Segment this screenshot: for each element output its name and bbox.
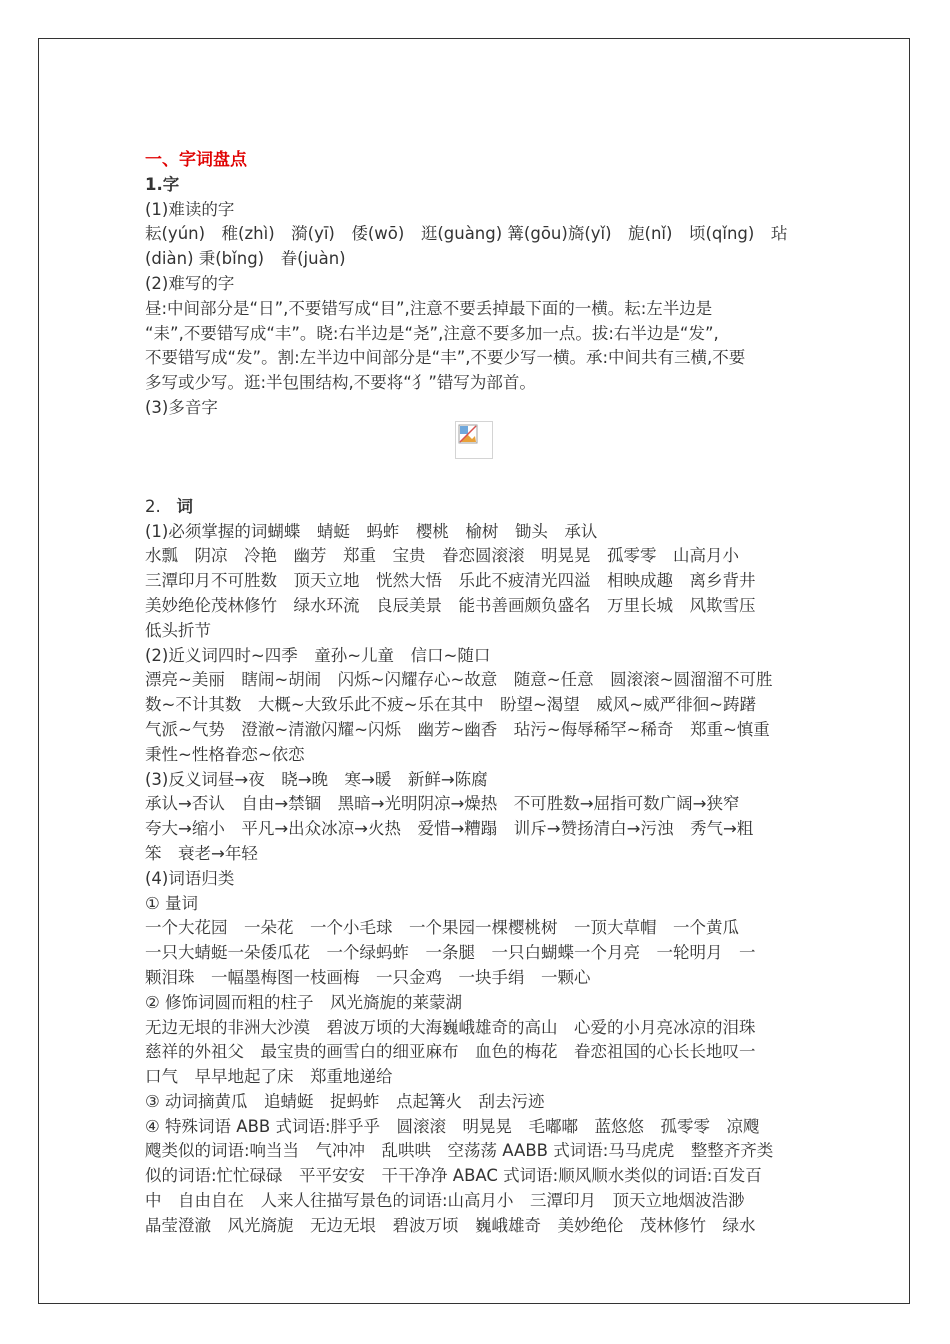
- text-line: 夸大→缩小 平凡→出众冰凉→火热 爱惜→糟蹋 训斥→赞扬清白→污浊 秀气→粗: [145, 819, 754, 839]
- text-line: 水瓢 阴凉 冷艳 幽芳 郑重 宝贵 眷恋圆滚滚 明晃晃 孤零零 山高月小: [145, 546, 739, 566]
- text-line: 无边无垠的非洲大沙漠 碧波万顷的大海巍峨雄奇的高山 心爱的小月亮冰凉的泪珠: [145, 1017, 756, 1037]
- text-line: 数~不计其数 大概~大致乐此不疲~乐在其中 盼望~渴望 威风~威严徘徊~踌躇: [145, 695, 756, 715]
- text-line: ④ 特殊词语 ABB 式词语:胖乎乎 圆滚滚 明晃晃 毛嘟嘟 蓝悠悠 孤零零 凉飕: [145, 1116, 760, 1136]
- text-line: 颗泪珠 一幅墨梅图一枝画梅 一只金鸡 一块手绢 一颗心: [145, 967, 591, 987]
- text-line: ② 修饰词圆而粗的柱子 风光旖旎的莱蒙湖: [145, 992, 463, 1012]
- words-section: [145, 520, 810, 1239]
- text-line: 晶莹澄澈 风光旖旎 无边无垠 碧波万顷 巍峨雄奇 美妙绝伦 茂林修竹 绿水: [145, 1215, 756, 1235]
- text-line: (3)反义词昼→夜 晓→晚 寒→暖 新鲜→陈腐: [145, 769, 488, 789]
- section-title: 一、字词盘点: [145, 150, 247, 170]
- text-line: 昼:中间部分是“日”,不要错写成“目”,注意不要丢掉最下面的一横。耘:左半边是: [145, 298, 713, 318]
- text-line: 气派~气势 澄澈~清澈闪耀~闪烁 幽芳~幽香 玷污~侮辱稀罕~稀奇 郑重~慎重: [145, 719, 770, 739]
- text-line: (diàn) 秉(bǐng) 眷(juàn): [145, 249, 346, 269]
- document-body: [145, 148, 810, 1239]
- text-line: (4)词语归类: [145, 868, 235, 888]
- text-line: “耒”,不要错写成“丰”。晓:右半边是“尧”,注意不要多加一点。拔:右半边是“发”,: [145, 323, 719, 343]
- text-line: ③ 动词摘黄瓜 追蜻蜓 捉蚂蚱 点起篝火 刮去污迹: [145, 1091, 545, 1111]
- text-line: 耘(yún) 稚(zhì) 漪(yī) 倭(wō) 逛(guàng) 篝(gōu)旖(yǐ) 旎(nǐ) 顷(qǐng) 玷: [145, 224, 788, 244]
- broken-image-icon: [455, 421, 493, 459]
- text-line: (3)多音字: [145, 397, 218, 417]
- text-line: 一只大蜻蜓一朵倭瓜花 一个绿蚂蚱 一条腿 一只白蝴蝶一个月亮 一轮明月 一: [145, 943, 756, 963]
- text-line: 笨 衰老→年轻: [145, 843, 258, 863]
- text-line: ① 量词: [145, 893, 199, 913]
- subheading-number: 2.: [145, 496, 161, 516]
- text-line: (1)必须掌握的词蝴蝶 蜻蜓 蚂蚱 樱桃 榆树 锄头 承认: [145, 521, 598, 541]
- text-line: 美妙绝伦茂林修竹 绿水环流 良辰美景 能书善画颇负盛名 万里长城 风欺雪压: [145, 595, 756, 615]
- characters-section: [145, 198, 810, 421]
- subheading-characters: 1.字: [145, 174, 180, 194]
- text-line: 不要错写成“发”。割:左半边中间部分是“丰”,不要少写一横。承:中间共有三横,不要: [145, 348, 746, 368]
- text-line: 飕类似的词语:响当当 气冲冲 乱哄哄 空荡荡 AABB 式词语:马马虎虎 整整齐齐类: [145, 1141, 774, 1161]
- text-line: 慈祥的外祖父 最宝贵的画雪白的细亚麻布 血色的梅花 眷恋祖国的心长长地叹一: [145, 1042, 756, 1062]
- subheading-words: [145, 495, 810, 520]
- text-line: 秉性~性格眷恋~依恋: [145, 744, 305, 764]
- text-line: (2)近义词四时~四季 童孙~儿童 信口~随口: [145, 645, 491, 665]
- text-line: 一个大花园 一朵花 一个小毛球 一个果园一棵樱桃树 一顶大草帽 一个黄瓜: [145, 918, 739, 938]
- text-line: 漂亮~美丽 瞎闹~胡闹 闪烁~闪耀存心~故意 随意~任意 圆滚滚~圆溜溜不可胜: [145, 670, 773, 690]
- text-line: (2)难写的字: [145, 273, 235, 293]
- text-line: 三潭印月不可胜数 顶天立地 恍然大悟 乐此不疲清光四溢 相映成趣 离乡背井: [145, 571, 756, 591]
- subheading-label: 词: [176, 496, 193, 516]
- text-line: 低头折节: [145, 620, 211, 640]
- text-line: (1)难读的字: [145, 199, 235, 219]
- text-line: 承认→否认 自由→禁锢 黑暗→光明阴凉→燥热 不可胜数→屈指可数广阔→狭窄: [145, 794, 740, 814]
- text-line: 似的词语:忙忙碌碌 平平安安 干干净净 ABAC 式词语:顺风顺水类似的词语:百发百: [145, 1166, 762, 1186]
- text-line: 口气 早早地起了床 郑重地递给: [145, 1067, 393, 1087]
- text-line: 中 自由自在 人来人往描写景色的词语:山高月小 三潭印月 顶天立地烟波浩渺: [145, 1191, 745, 1211]
- text-line: 多写或少写。逛:半包围结构,不要将“犭”错写为部首。: [145, 373, 536, 393]
